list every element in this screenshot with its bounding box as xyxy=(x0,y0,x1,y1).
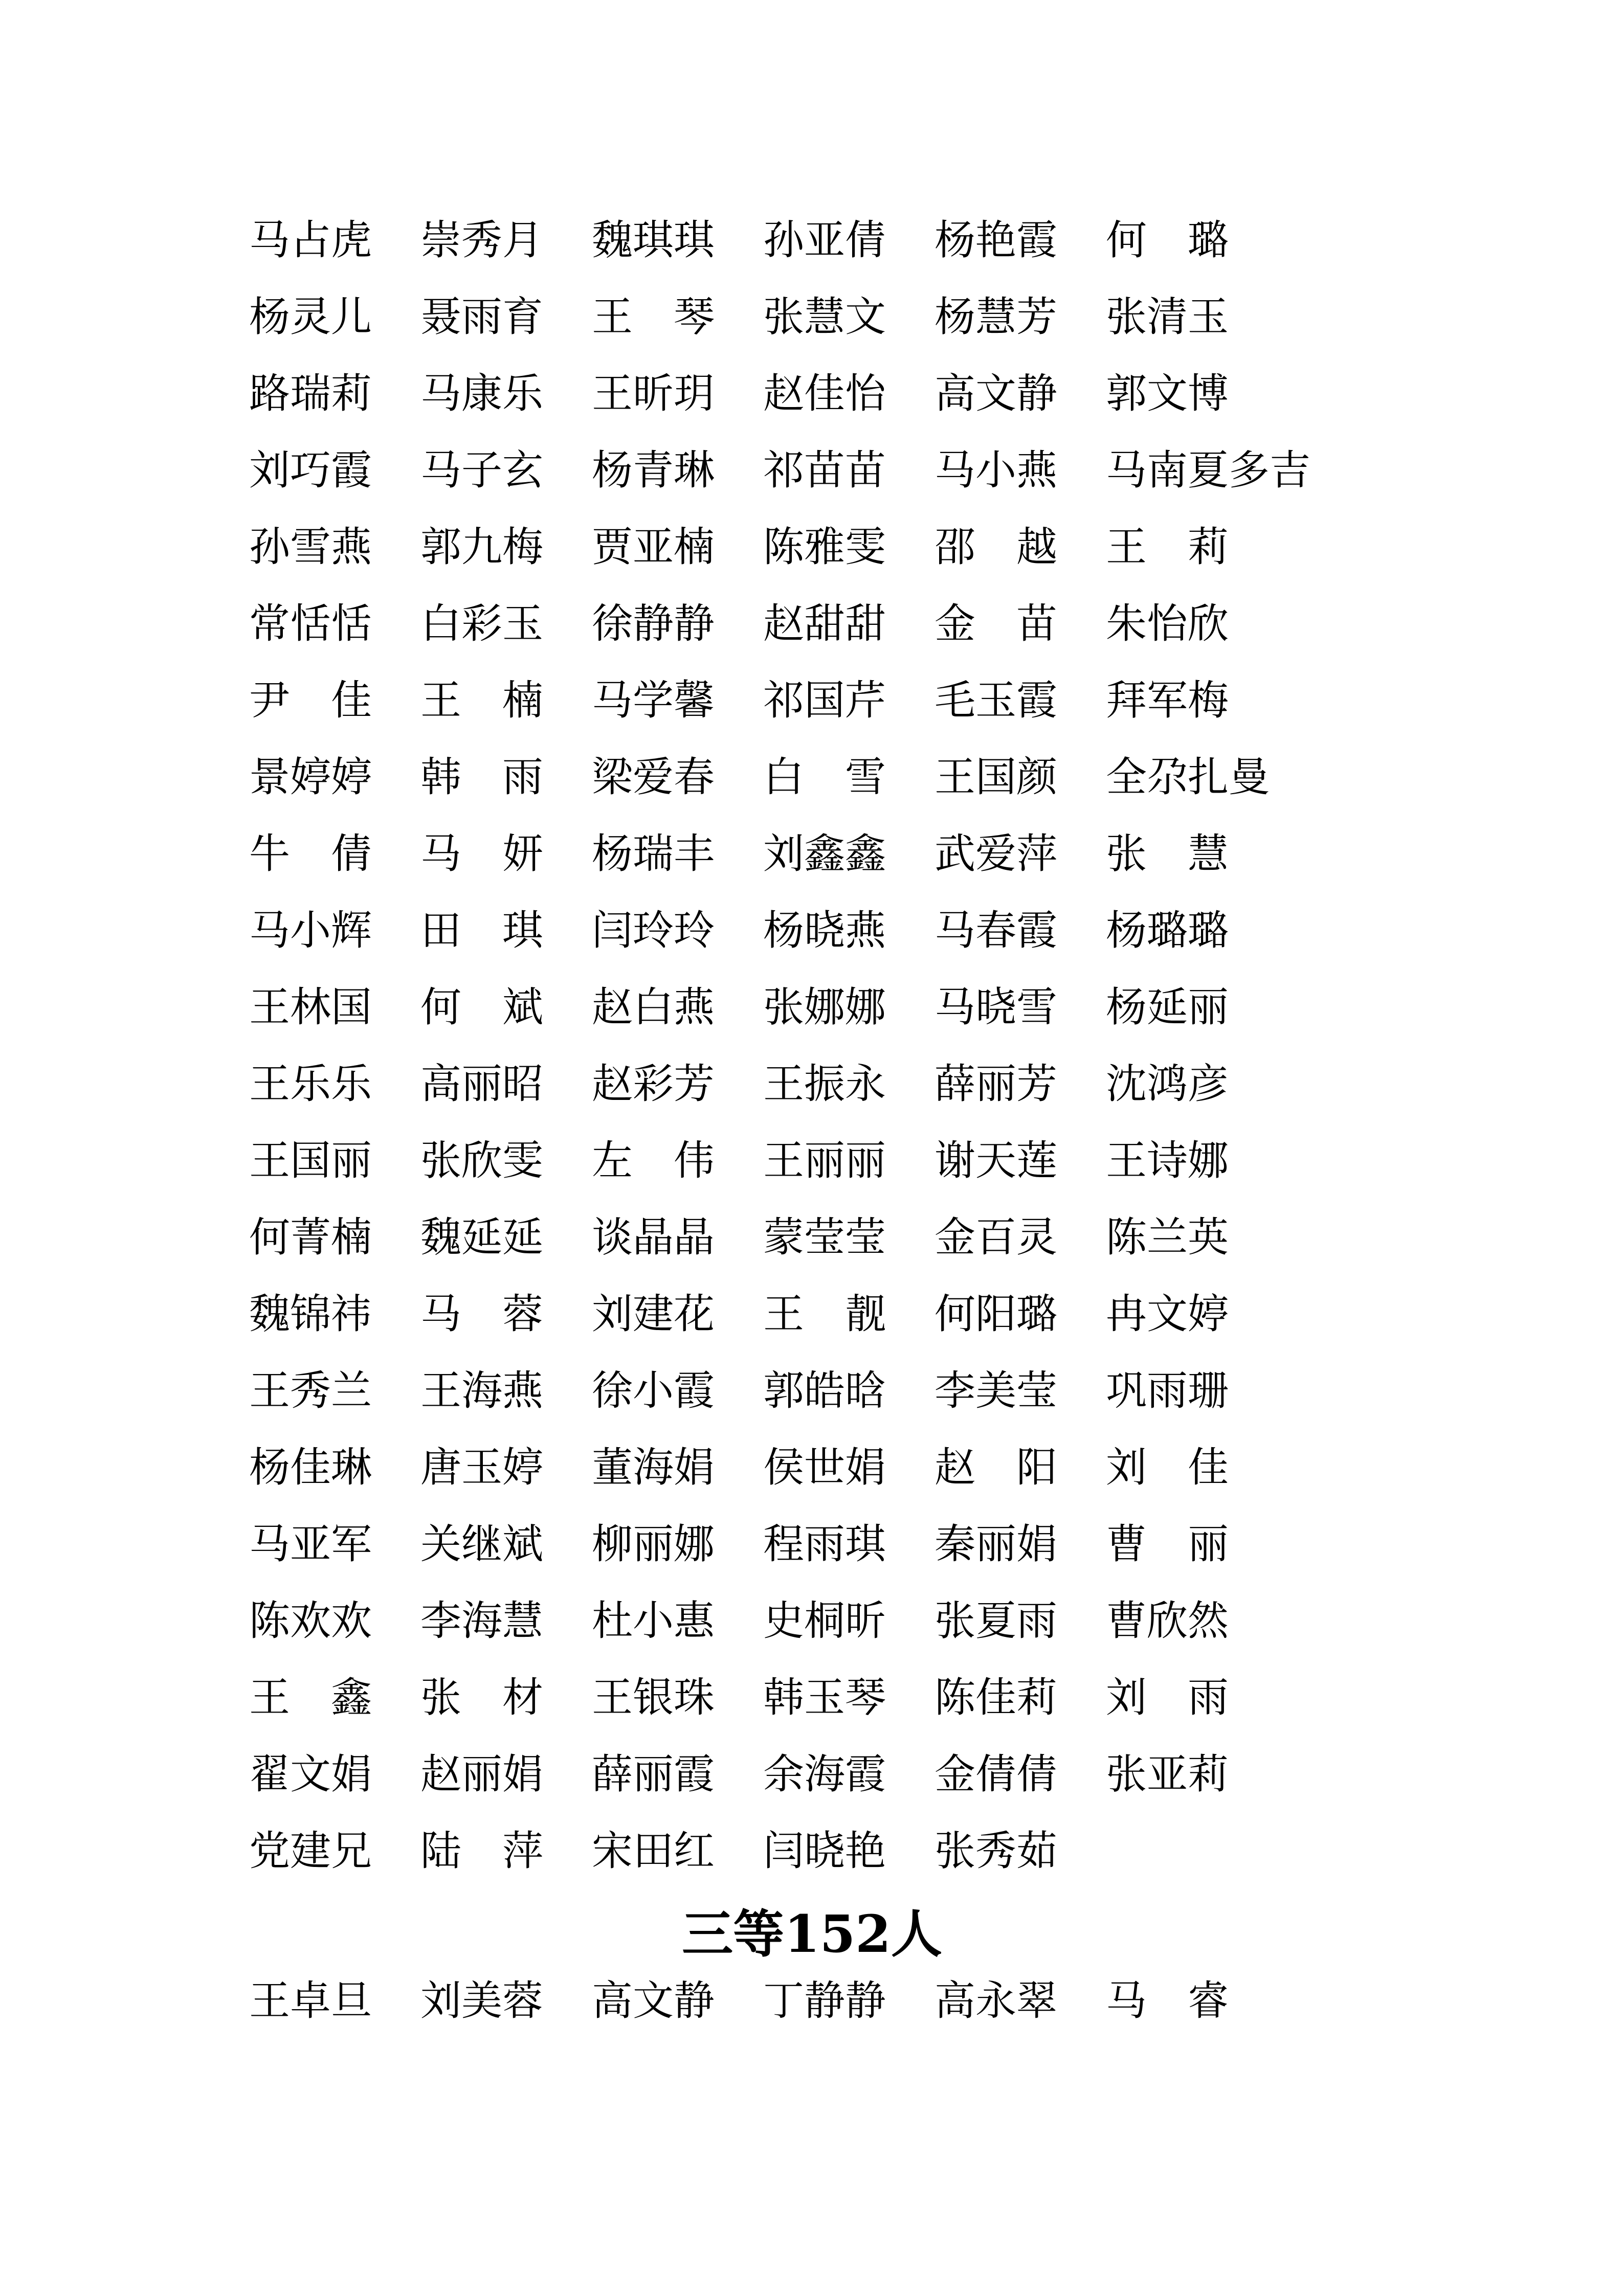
person-name: 杨 璐 璐 xyxy=(1106,907,1229,954)
person-name: 马 睿 xyxy=(1106,1977,1229,2024)
person-name: 郭 九 梅 xyxy=(420,523,543,571)
person-name: 张 慧 文 xyxy=(763,293,886,341)
person-name: 陈 欢 欢 xyxy=(249,1597,372,1645)
person-name: 薛 丽 芳 xyxy=(935,1060,1057,1108)
name-row xyxy=(249,1583,1579,1659)
person-name: 杜 小 惠 xyxy=(592,1597,715,1645)
person-name: 赵 甜 甜 xyxy=(763,600,886,647)
name-row xyxy=(249,355,1579,432)
person-name: 左 伟 xyxy=(592,1137,715,1184)
person-name: 贾 亚 楠 xyxy=(592,523,715,571)
person-name: 王 卓 旦 xyxy=(249,1977,372,2024)
person-name: 高 文 静 xyxy=(592,1977,715,2024)
person-name: 王 楠 xyxy=(420,677,543,724)
person-name: 张 材 xyxy=(420,1674,543,1721)
person-name: 翟 文 娟 xyxy=(249,1750,372,1798)
person-name: 孙 亚 倩 xyxy=(763,216,886,264)
person-name: 马 南 夏 多 吉 xyxy=(1106,446,1310,494)
name-row xyxy=(249,1046,1579,1122)
person-name: 韩 玉 琴 xyxy=(763,1674,886,1721)
person-name: 王 林 国 xyxy=(249,983,372,1031)
person-name: 王 莉 xyxy=(1106,523,1229,571)
person-name: 魏 琪 琪 xyxy=(592,216,715,264)
person-name: 高 文 静 xyxy=(935,370,1057,417)
person-name: 张 清 玉 xyxy=(1106,293,1229,341)
person-name: 尹 佳 xyxy=(249,677,372,724)
person-name: 闫 玲 玲 xyxy=(592,907,715,954)
person-name: 聂 雨 育 xyxy=(420,293,543,341)
person-name: 田 琪 xyxy=(420,907,543,954)
person-name: 高 丽 昭 xyxy=(420,1060,543,1108)
person-name: 杨 佳 琳 xyxy=(249,1444,372,1491)
person-name: 常 恬 恬 xyxy=(249,600,372,647)
name-row xyxy=(249,892,1579,969)
person-name: 全 尕 扎 曼 xyxy=(1106,753,1270,801)
person-name: 蒙 莹 莹 xyxy=(763,1213,886,1261)
person-name: 马 子 玄 xyxy=(420,446,543,494)
person-name: 马 康 乐 xyxy=(420,370,543,417)
name-row xyxy=(249,1429,1579,1506)
person-name: 马 蓉 xyxy=(420,1290,543,1338)
person-name: 刘 建 花 xyxy=(592,1290,715,1338)
person-name: 何 菁 楠 xyxy=(249,1213,372,1261)
person-name: 马 占 虎 xyxy=(249,216,372,264)
person-name: 张 娜 娜 xyxy=(763,983,886,1031)
person-name: 路 瑞 莉 xyxy=(249,370,372,417)
tier3-heading: 三等152人 xyxy=(682,1904,942,1964)
person-name: 谢 天 莲 xyxy=(935,1137,1057,1184)
name-row xyxy=(249,1276,1579,1353)
person-name: 巩 雨 珊 xyxy=(1106,1367,1229,1414)
person-name: 程 雨 琪 xyxy=(763,1520,886,1568)
person-name: 朱 怡 欣 xyxy=(1106,600,1229,647)
name-row xyxy=(249,662,1579,739)
name-row xyxy=(249,1122,1579,1199)
name-row xyxy=(249,509,1579,586)
person-name: 赵 阳 xyxy=(935,1444,1057,1491)
person-name: 王 银 珠 xyxy=(592,1674,715,1721)
person-name: 张 欣 雯 xyxy=(420,1137,543,1184)
name-row xyxy=(249,1199,1579,1276)
person-name: 金 百 灵 xyxy=(935,1213,1057,1261)
person-name: 杨 艳 霞 xyxy=(935,216,1057,264)
person-name: 杨 瑞 丰 xyxy=(592,830,715,877)
person-name: 王 靓 xyxy=(763,1290,886,1338)
person-name: 崇 秀 月 xyxy=(420,216,543,264)
person-name: 杨 延 丽 xyxy=(1106,983,1229,1031)
person-name: 魏 延 延 xyxy=(420,1213,543,1261)
person-name: 马 晓 雪 xyxy=(935,983,1057,1031)
person-name: 刘 雨 xyxy=(1106,1674,1229,1721)
person-name: 张 亚 莉 xyxy=(1106,1750,1229,1798)
person-name: 何 斌 xyxy=(420,983,543,1031)
name-row xyxy=(249,1736,1579,1813)
person-name: 余 海 霞 xyxy=(763,1750,886,1798)
person-name: 祁 苗 苗 xyxy=(763,446,886,494)
person-name: 曹 丽 xyxy=(1106,1520,1229,1568)
person-name: 曹 欣 然 xyxy=(1106,1597,1229,1645)
person-name: 唐 玉 婷 xyxy=(420,1444,543,1491)
name-row xyxy=(249,1506,1579,1583)
person-name: 白 彩 玉 xyxy=(420,600,543,647)
name-row xyxy=(249,816,1579,892)
person-name: 闫 晓 艳 xyxy=(763,1827,886,1875)
person-name: 魏 锦 祎 xyxy=(249,1290,372,1338)
person-name: 郭 文 博 xyxy=(1106,370,1229,417)
person-name: 金 苗 xyxy=(935,600,1057,647)
person-name: 杨 青 琳 xyxy=(592,446,715,494)
person-name: 王 国 丽 xyxy=(249,1137,372,1184)
person-name: 陈 佳 莉 xyxy=(935,1674,1057,1721)
person-name: 宋 田 红 xyxy=(592,1827,715,1875)
person-name: 秦 丽 娟 xyxy=(935,1520,1057,1568)
person-name: 王 昕 玥 xyxy=(592,370,715,417)
person-name: 马 妍 xyxy=(420,830,543,877)
person-name: 刘 鑫 鑫 xyxy=(763,830,886,877)
person-name: 陆 萍 xyxy=(420,1827,543,1875)
person-name: 关 继 斌 xyxy=(420,1520,543,1568)
person-name: 徐 静 静 xyxy=(592,600,715,647)
person-name: 景 婷 婷 xyxy=(249,753,372,801)
person-name: 李 美 莹 xyxy=(935,1367,1057,1414)
person-name: 徐 小 霞 xyxy=(592,1367,715,1414)
person-name: 马 小 燕 xyxy=(935,446,1057,494)
person-name: 薛 丽 霞 xyxy=(592,1750,715,1798)
person-name: 王 诗 娜 xyxy=(1106,1137,1229,1184)
person-name: 牛 倩 xyxy=(249,830,372,877)
name-row xyxy=(249,586,1579,662)
name-row xyxy=(249,1353,1579,1429)
person-name: 沈 鸿 彦 xyxy=(1106,1060,1229,1108)
person-name: 党 建 兄 xyxy=(249,1827,372,1875)
person-name: 王 鑫 xyxy=(249,1674,372,1721)
person-name: 金 倩 倩 xyxy=(935,1750,1057,1798)
person-name: 丁 静 静 xyxy=(763,1977,886,2024)
person-name: 祁 国 芹 xyxy=(763,677,886,724)
name-row xyxy=(249,969,1579,1046)
person-name: 王 琴 xyxy=(592,293,715,341)
name-row xyxy=(249,279,1579,355)
person-name: 王 秀 兰 xyxy=(249,1367,372,1414)
person-name: 王 乐 乐 xyxy=(249,1060,372,1108)
person-name: 史 桐 昕 xyxy=(763,1597,886,1645)
person-name: 杨 灵 儿 xyxy=(249,293,372,341)
name-row xyxy=(249,1659,1579,1736)
person-name: 陈 雅 雯 xyxy=(763,523,886,571)
person-name: 赵 丽 娟 xyxy=(420,1750,543,1798)
person-name: 杨 晓 燕 xyxy=(763,907,886,954)
person-name: 王 振 永 xyxy=(763,1060,886,1108)
name-row xyxy=(249,1963,1579,2039)
name-row xyxy=(249,202,1579,279)
person-name: 毛 玉 霞 xyxy=(935,677,1057,724)
person-name: 张 慧 xyxy=(1106,830,1229,877)
person-name: 张 夏 雨 xyxy=(935,1597,1057,1645)
award-name-list xyxy=(249,202,1579,1889)
person-name: 刘 佳 xyxy=(1106,1444,1229,1491)
person-name: 拜 军 梅 xyxy=(1106,677,1229,724)
person-name: 孙 雪 燕 xyxy=(249,523,372,571)
person-name: 李 海 慧 xyxy=(420,1597,543,1645)
person-name: 何 阳 璐 xyxy=(935,1290,1057,1338)
person-name: 刘 美 蓉 xyxy=(420,1977,543,2024)
person-name: 王 丽 丽 xyxy=(763,1137,886,1184)
person-name: 冉 文 婷 xyxy=(1106,1290,1229,1338)
person-name: 高 永 翠 xyxy=(935,1977,1057,2024)
person-name: 郭 皓 晗 xyxy=(763,1367,886,1414)
person-name: 赵 佳 怡 xyxy=(763,370,886,417)
person-name: 赵 彩 芳 xyxy=(592,1060,715,1108)
person-name: 杨 慧 芳 xyxy=(935,293,1057,341)
name-row xyxy=(249,432,1579,509)
person-name: 武 爱 萍 xyxy=(935,830,1057,877)
person-name: 张 秀 茹 xyxy=(935,1827,1057,1875)
person-name: 柳 丽 娜 xyxy=(592,1520,715,1568)
person-name: 马 春 霞 xyxy=(935,907,1057,954)
person-name: 梁 爱 春 xyxy=(592,753,715,801)
person-name: 白 雪 xyxy=(763,753,886,801)
person-name: 韩 雨 xyxy=(420,753,543,801)
person-name: 刘 巧 霞 xyxy=(249,446,372,494)
name-row xyxy=(249,739,1579,816)
person-name: 马 亚 军 xyxy=(249,1520,372,1568)
person-name: 赵 白 燕 xyxy=(592,983,715,1031)
person-name: 王 海 燕 xyxy=(420,1367,543,1414)
person-name: 侯 世 娟 xyxy=(763,1444,886,1491)
person-name: 谈 晶 晶 xyxy=(592,1213,715,1261)
person-name: 陈 兰 英 xyxy=(1106,1213,1229,1261)
person-name: 邵 越 xyxy=(935,523,1057,571)
person-name: 何 璐 xyxy=(1106,216,1229,264)
person-name: 马 学 馨 xyxy=(592,677,715,724)
person-name: 董 海 娟 xyxy=(592,1444,715,1491)
person-name: 马 小 辉 xyxy=(249,907,372,954)
name-row xyxy=(249,1813,1579,1889)
tier3-name-list xyxy=(249,1963,1579,2039)
person-name: 王 国 颜 xyxy=(935,753,1057,801)
